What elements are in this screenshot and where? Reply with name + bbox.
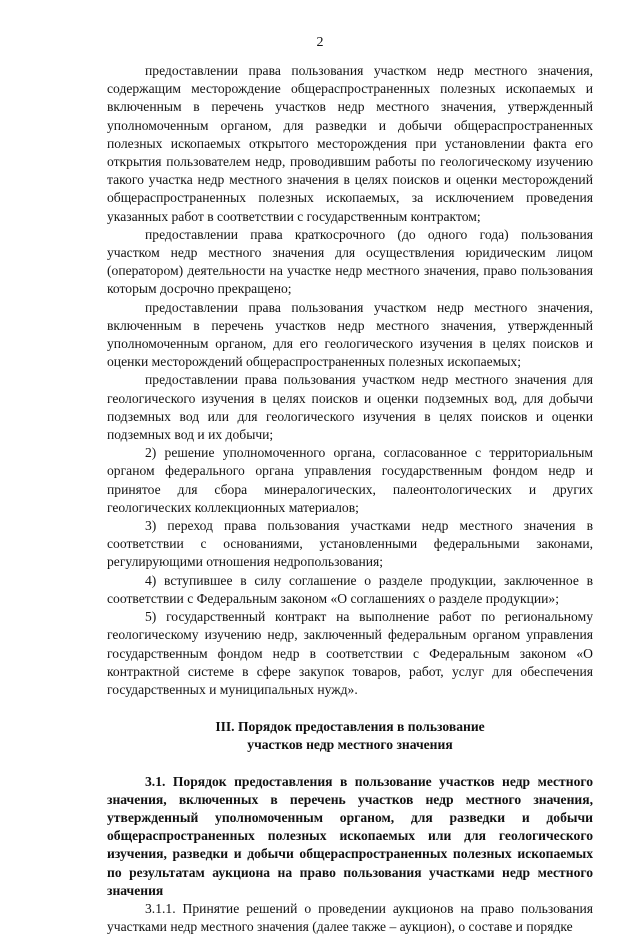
page-number: 2	[316, 35, 324, 50]
paragraph-groundwater: предоставлении права пользования участком недр местного значения для геологического изучения в целях поисков и оценки подземных вод, для добычи подземных вод или для геологического изучения в целях поисков и оценки подземных вод и их добычи;	[107, 372, 593, 443]
section-heading-line-2: участков недр местного значения	[247, 737, 453, 753]
paragraph-item-3: 3) переход права пользования участками недр местного значения в соответствии с основаниями, установленными федеральными законами, регулирующими отношения недропользования;	[107, 518, 593, 570]
paragraph-item-4: 4) вступившее в силу соглашение о разделе продукции, заключенное в соответствии с Федеральным законом «О соглашениях о разделе продукции»;	[107, 572, 593, 606]
section-heading-line-1: III. Порядок предоставления в пользование	[215, 719, 485, 735]
paragraph-short-term-use: предоставлении права краткосрочного (до одного года) пользования участком недр местного значения для осуществления юридическим лицом (оператором) деятельности на участке недр местного значения, право пользования которым досрочно прекращено;	[107, 226, 593, 297]
paragraph-item-5: 5) государственный контракт на выполнение работ по региональному геологическому изучению недр, заключенный федеральным органом управления государственным фондом недр в соответствии с Федеральным законом «О контрактной системе в сфере закупок товаров, работ, услуг для обеспечения государственных и муниципальных нужд».	[107, 609, 593, 697]
clause-3-1-1: 3.1.1. Принятие решений о проведении аукционов на право пользования участками недр местного значения (далее также – аукцион), о составе и порядке	[107, 900, 593, 935]
subsection-heading: 3.1. Порядок предоставления в пользование участков недр местного значения, включенных в перечень участков недр местного значения, утвержденный уполномоченным органом, для разведки и добычи общераспространенных полезных ископаемых или для геологического изучения, разведки и добычи общераспространенных полезных ископаемых по результатам аукциона на право пользования участками недр местного значения	[107, 773, 593, 898]
paragraph-item-2: 2) решение уполномоченного органа, согласованное с территориальным органом федерального органа управления государственным фондом недр и принятое для сбора минералогических, палеонтологических и других геологических коллекционных материалов;	[107, 445, 593, 515]
body-text	[107, 62, 593, 936]
paragraph-subsoil-deposit-discovery: предоставлении права пользования участком недр местного значения, содержащим месторождение общераспространенных полезных ископаемых и включенным в перечень участков недр местного значения, утвержденный уполномоченным органом, для разведки и добычи общераспространенных полезных ископаемых открытого месторождения при установлении факта его открытия пользователем недр, проводившим работы по геологическому изучению такого участка недр местного значения в целях поисков и оценки месторождений общераспространенных полезных ископаемых, за исключением проведения указанных работ в соответствии с государственным контрактом;	[107, 63, 593, 224]
paragraph-geological-study: предоставлении права пользования участком недр местного значения, включенным в перечень участков недр местного значения, утвержденный уполномоченным органом, для его геологического изучения в целях поисков и оценки месторождений общераспространенных полезных ископаемых;	[107, 299, 593, 370]
section-heading	[107, 718, 593, 754]
